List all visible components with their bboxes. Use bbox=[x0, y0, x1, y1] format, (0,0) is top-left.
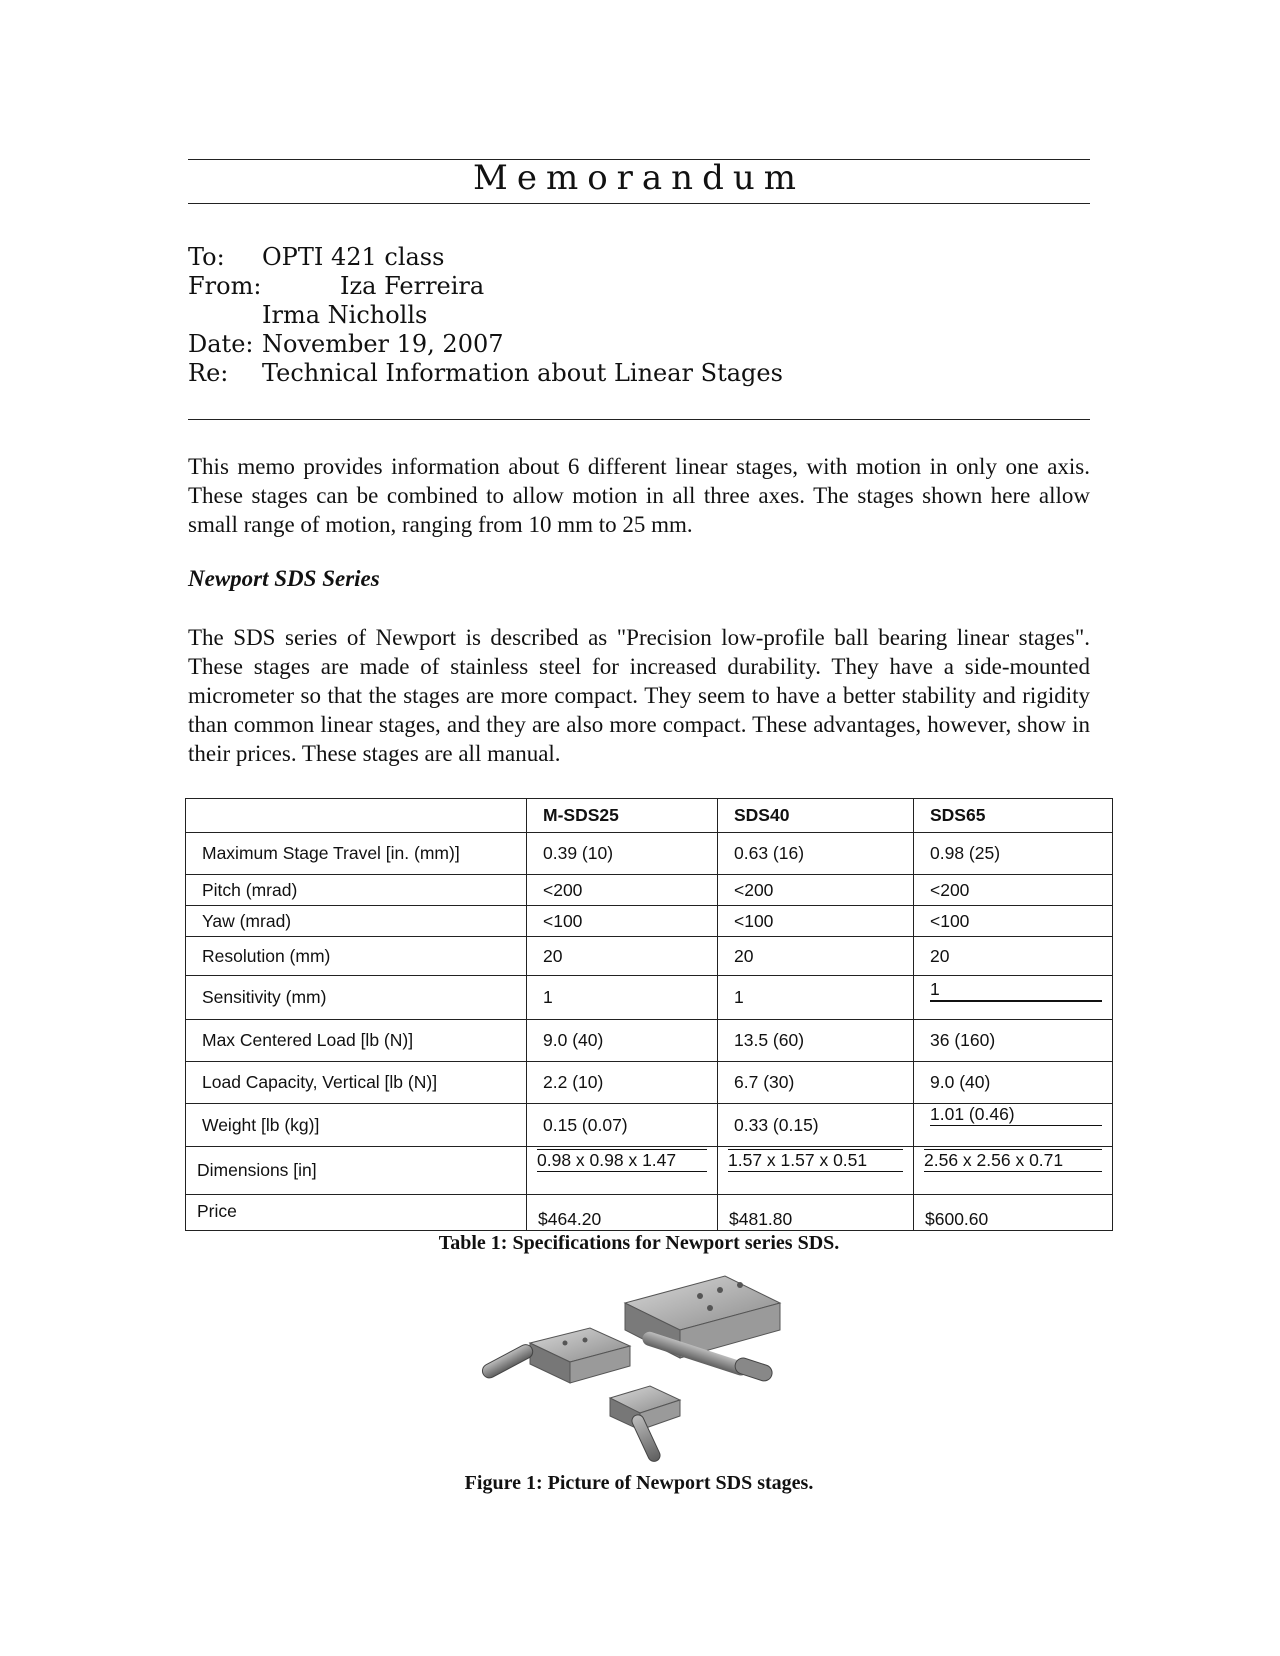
title-rule bbox=[188, 203, 1090, 204]
to-line bbox=[188, 243, 444, 272]
table-cell: Weight [lb (kg)] bbox=[186, 1104, 527, 1147]
re-value: Technical Information about Linear Stages bbox=[262, 359, 783, 387]
from-line-2 bbox=[262, 301, 427, 330]
table-header-cell bbox=[186, 799, 527, 833]
intro-paragraph bbox=[188, 452, 1090, 539]
table-header-cell: SDS40 bbox=[718, 799, 914, 833]
section-heading: Newport SDS Series bbox=[188, 566, 380, 591]
table-cell: <200 bbox=[527, 875, 718, 906]
table-cell: 0.98 (25) bbox=[914, 833, 1113, 875]
table-cell: <200 bbox=[914, 875, 1113, 906]
table-header-row bbox=[186, 799, 1113, 833]
table-cell: 0.15 (0.07) bbox=[527, 1104, 718, 1147]
table-cell: 36 (160) bbox=[914, 1020, 1113, 1062]
table-cell: Resolution (mm) bbox=[186, 937, 527, 976]
table-cell: 20 bbox=[914, 937, 1113, 976]
table-row bbox=[186, 1020, 1113, 1062]
header-rule bbox=[188, 419, 1090, 420]
table-cell bbox=[718, 1147, 914, 1195]
memo-title: Memorandum bbox=[473, 158, 805, 198]
table-row bbox=[186, 1195, 1113, 1231]
table-caption: Table 1: Specifications for Newport series SDS. bbox=[438, 1232, 840, 1254]
table-cell: 2.2 (10) bbox=[527, 1062, 718, 1104]
table-cell: Max Centered Load [lb (N)] bbox=[186, 1020, 527, 1062]
table-row bbox=[186, 1104, 1113, 1147]
table-cell-value: 1.57 x 1.57 x 0.51 bbox=[728, 1149, 903, 1172]
figure-caption: Figure 1: Picture of Newport SDS stages. bbox=[464, 1472, 814, 1494]
table-row bbox=[186, 1147, 1113, 1195]
table-cell bbox=[914, 1147, 1113, 1195]
table-cell: $464.20 bbox=[527, 1195, 718, 1231]
table-cell: <200 bbox=[718, 875, 914, 906]
table-cell: 20 bbox=[718, 937, 914, 976]
table-cell bbox=[914, 976, 1113, 1020]
table-cell: 1 bbox=[527, 976, 718, 1020]
table-cell: Price bbox=[186, 1195, 527, 1231]
table-cell: <100 bbox=[527, 906, 718, 937]
date-label: Date: bbox=[188, 330, 254, 358]
table-cell: 0.39 (10) bbox=[527, 833, 718, 875]
sds-stages-photo bbox=[470, 1268, 800, 1473]
table-cell: 9.0 (40) bbox=[527, 1020, 718, 1062]
table-row bbox=[186, 906, 1113, 937]
table-cell: 6.7 (30) bbox=[718, 1062, 914, 1104]
date-line bbox=[188, 330, 504, 359]
section-text: The SDS series of Newport is described as "Precision low-profile ball bearing linear stages". These stages are made of stainless steel for increased durability. They have a side-mounted micrometer so that the stages are more compact. They seem to have a better stability and rigidity than common linear stages, and they are also more compact. These advantages, however, show in their prices. These stages are all manual. bbox=[188, 625, 1090, 766]
from-value-2: Irma Nicholls bbox=[262, 301, 428, 329]
table-cell: 13.5 (60) bbox=[718, 1020, 914, 1062]
table-cell-value: 2.56 x 2.56 x 0.71 bbox=[924, 1149, 1102, 1172]
to-value: OPTI 421 class bbox=[262, 243, 445, 271]
table-cell: Maximum Stage Travel [in. (mm)] bbox=[186, 833, 527, 875]
table-cell: <100 bbox=[718, 906, 914, 937]
spec-table bbox=[185, 798, 1113, 1231]
intro-text: This memo provides information about 6 different linear stages, with motion in only one axis. These stages can be combined to allow motion in all three axes. The stages shown here allow small range of motion, ranging from 10 mm to 25 mm. bbox=[188, 454, 1090, 537]
from-line bbox=[188, 272, 484, 301]
table-cell: Dimensions [in] bbox=[186, 1147, 527, 1195]
table-cell: Load Capacity, Vertical [lb (N)] bbox=[186, 1062, 527, 1104]
from-value-1: Iza Ferreira bbox=[340, 272, 485, 300]
table-header-cell: SDS65 bbox=[914, 799, 1113, 833]
table-cell bbox=[527, 1147, 718, 1195]
re-label: Re: bbox=[188, 359, 229, 387]
table-cell: 0.33 (0.15) bbox=[718, 1104, 914, 1147]
table-cell: Sensitivity (mm) bbox=[186, 976, 527, 1020]
table-cell-value: 1 bbox=[930, 979, 1102, 1002]
table-row bbox=[186, 937, 1113, 976]
table-cell: 9.0 (40) bbox=[914, 1062, 1113, 1104]
table-cell: <100 bbox=[914, 906, 1113, 937]
table-cell: $481.80 bbox=[718, 1195, 914, 1231]
table-cell: 1 bbox=[718, 976, 914, 1020]
table-row bbox=[186, 833, 1113, 875]
section-paragraph bbox=[188, 623, 1090, 768]
table-cell: 0.63 (16) bbox=[718, 833, 914, 875]
table-header-cell: M-SDS25 bbox=[527, 799, 718, 833]
table-row bbox=[186, 1062, 1113, 1104]
table-cell: $600.60 bbox=[914, 1195, 1113, 1231]
table-row bbox=[186, 976, 1113, 1020]
re-line bbox=[188, 359, 783, 388]
table-cell bbox=[914, 1104, 1113, 1147]
date-value: November 19, 2007 bbox=[262, 330, 504, 358]
table-row bbox=[186, 875, 1113, 906]
table-cell-value: 0.98 x 0.98 x 1.47 bbox=[537, 1149, 707, 1172]
table-cell: 20 bbox=[527, 937, 718, 976]
table-cell: Pitch (mrad) bbox=[186, 875, 527, 906]
table-cell: Yaw (mrad) bbox=[186, 906, 527, 937]
from-label: From: bbox=[188, 272, 262, 300]
to-label: To: bbox=[188, 243, 225, 271]
table-cell-value: 1.01 (0.46) bbox=[930, 1104, 1102, 1126]
